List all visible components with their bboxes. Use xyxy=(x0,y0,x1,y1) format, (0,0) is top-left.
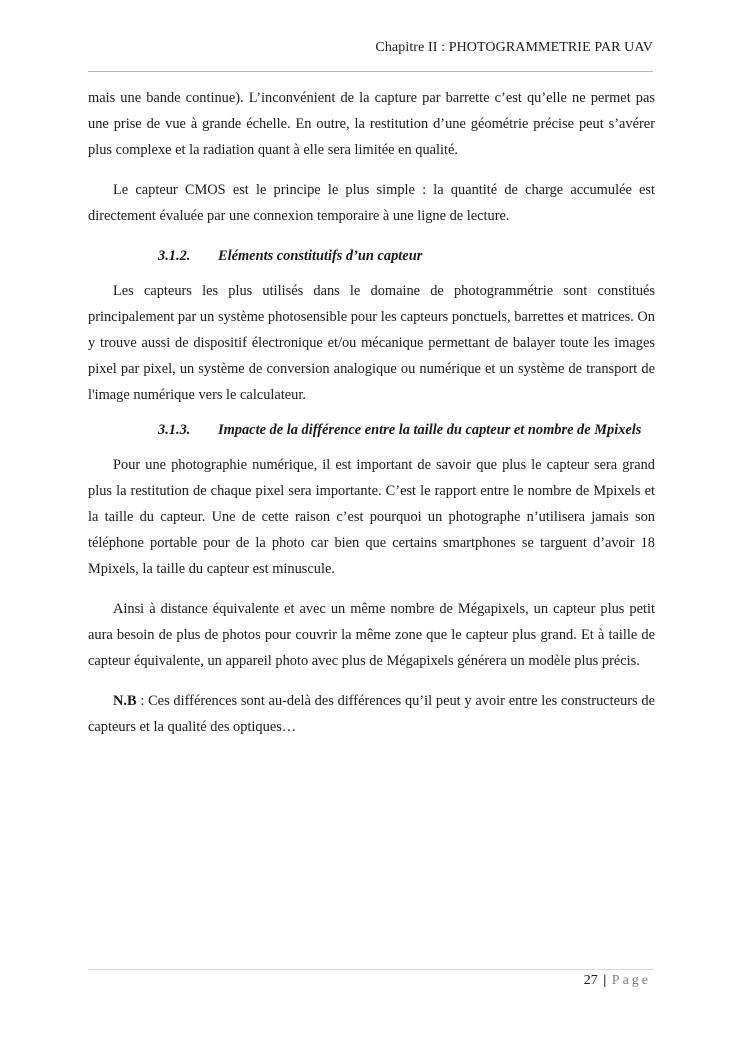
paragraph-sensor-size-mpixels: Pour une photographie numérique, il est important de savoir que plus le capteur sera grand plus la restitution de chaque pixel sera importante. C’est le rapport entre le nombre de Mpixels et la taille du capteur. Une de cette raison c’est pourquoi un photographe n’utilisera jamais son téléphone portable pour de la photo car bien que certains smartphones se targuent d’avoir 18 Mpixels, la taille du capteur est minuscule. xyxy=(88,457,655,577)
section-heading-3-1-3 xyxy=(88,417,655,443)
footer-divider xyxy=(88,969,653,970)
section-heading-3-1-2 xyxy=(88,243,655,269)
note-paragraph xyxy=(88,688,655,740)
page-body xyxy=(88,85,655,754)
section-title: Eléments constitutifs d’un capteur xyxy=(218,248,423,264)
paragraph-cmos-sensor: Le capteur CMOS est le principe le plus simple : la quantité de charge accumulée est directement évaluée par une connexion temporaire à une ligne de lecture. xyxy=(88,182,655,224)
note-label: N.B xyxy=(113,693,137,709)
section-number: 3.1.3. xyxy=(158,422,191,438)
page-label: Page xyxy=(611,973,651,988)
note-text: : Ces différences sont au-delà des différences qu’il peut y avoir entre les constructeurs de capteurs et la qualité des optiques… xyxy=(88,693,655,735)
section-number: 3.1.2. xyxy=(158,248,191,264)
running-header xyxy=(88,40,653,56)
page-footer xyxy=(584,973,651,989)
paragraph-barrette-capture: mais une bande continue). L’inconvénient de la capture par barrette c’est qu’elle ne permet pas une prise de vue à grande échelle. En outre, la restitution d’une géométrie précise peut s’avérer plus complexe et la radiation quant à elle sera limitée en qualité. xyxy=(88,90,655,158)
footer-separator: | xyxy=(603,973,607,988)
section-title: Impacte de la différence entre la taille du capteur et nombre de Mpixels xyxy=(218,422,642,438)
page-number: 27 xyxy=(583,973,598,988)
paragraph-equivalent-distance: Ainsi à distance équivalente et avec un même nombre de Mégapixels, un capteur plus petit aura besoin de plus de photos pour couvrir la même zone que le capteur plus grand. Et à taille de capteur équivalente, un appareil photo avec plus de Mégapixels générera un modèle plus précis. xyxy=(88,601,655,669)
header-divider xyxy=(88,71,653,72)
chapter-title: Chapitre II : PHOTOGRAMMETRIE PAR UAV xyxy=(375,40,653,55)
paragraph-sensor-components: Les capteurs les plus utilisés dans le domaine de photogrammétrie sont constitués principalement par un système photosensible pour les capteurs ponctuels, barrettes et matrices. On y trouve aussi de dispositif électronique et/ou mécanique permettant de balayer toute les images pixel par pixel, un système de conversion analogique ou numérique et un système de transport de l'image numérique vers le calculateur. xyxy=(88,283,655,403)
